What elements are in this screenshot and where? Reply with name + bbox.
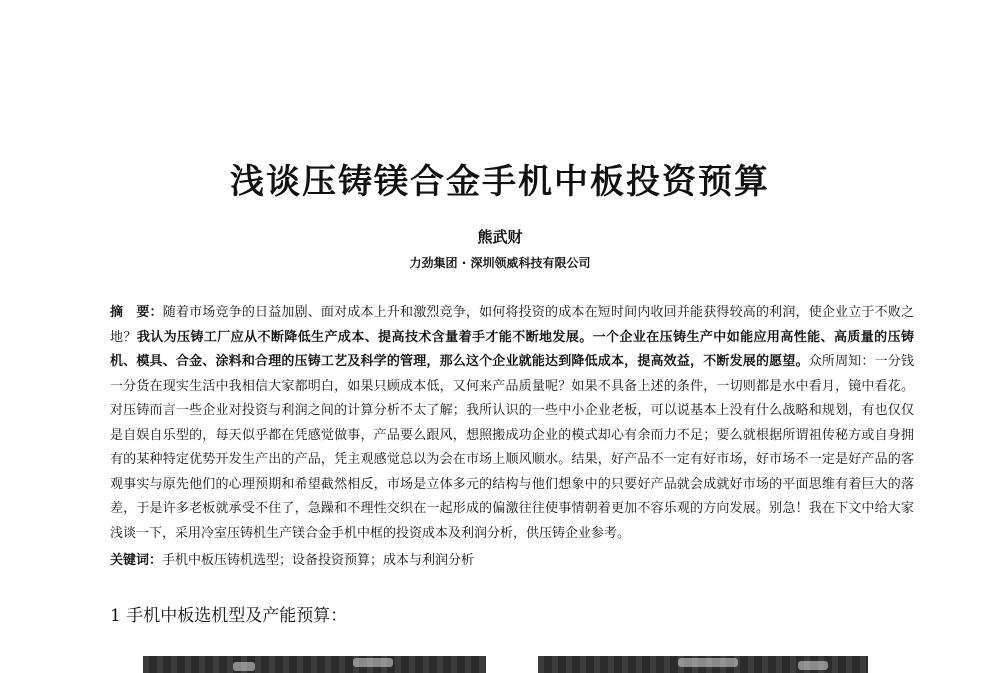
abstract-text-1: 随着市场竞争的日益加剧、面对成本上升和激烈竞争，如何将投资的成本在短时间内收回并能获得较高的利润，使企业立于不败之地？ — [110, 305, 914, 345]
figure-highlight — [353, 658, 393, 667]
paper-title: 浅谈压铸镁合金手机中板投资预算 — [230, 162, 770, 202]
figure-image-right — [538, 656, 868, 673]
section-heading: 1 手机中板选机型及产能预算： — [110, 606, 348, 626]
keywords-text: 手机中板压铸机选型；设备投资预算；成本与利润分析 — [162, 553, 475, 568]
abstract-text-bold: 我认为压铸工厂应从不断降低生产成本、提高技术含量着手才能不断地发展。一个企业在压铸生产中如能应用高性能、高质量的压铸机、模具、合金、涂料和合理的压铸工艺及科学的管理，那么这个企业就能达到降低成本，提高效益，不断发展的愿望。 — [110, 329, 914, 369]
figure-highlight — [798, 661, 828, 670]
abstract — [110, 301, 914, 546]
author-name: 熊武财 — [477, 228, 523, 246]
figure-highlight — [678, 658, 738, 667]
keywords-label: 关键词： — [110, 553, 163, 568]
abstract-label: 摘 要： — [110, 305, 163, 320]
abstract-text-2: 众所周知：一分钱一分货在现实生活中我相信大家都明白，如果只顾成本低，又何来产品质量呢？如果不具备上述的条件，一切则都是水中看月，镜中看花。对压铸而言一些企业对投资与利润之间的计算分析不太了解；我所认识的一些中小企业老板，可以说基本上没有什么战略和规划，有也仅仅是自娱自乐型的，每天似乎都在凭感觉做事，产品要么跟风，想照搬成功企业的模式却心有余而力不足；要么就根据所谓祖传秘方或自身拥有的某种特定优势开发生产出的产品，凭主观感觉总以为会在市场上顺风顺水。结果，好产品不一定有好市场，好市场不一定是好产品的客观事实与原先他们的心理预期和希望截然相反，市场是立体多元的结构与他们想象中的只要好产品就会成就好市场的平面思维有着巨大的落差，于是许多老板就承受不住了，急躁和不理性交织在一起形成的偏激往往使事情朝着更加不容乐观的方向发展。别急！我在下文中给大家浅谈一下，采用冷室压铸机生产镁合金手机中框的投资成本及利润分析，供压铸企业参考。 — [110, 354, 914, 541]
figure-highlight — [233, 662, 255, 671]
figure-image-left — [143, 656, 486, 673]
keywords — [110, 551, 914, 571]
author-affiliation: 力劲集团 · 深圳领威科技有限公司 — [409, 256, 591, 270]
